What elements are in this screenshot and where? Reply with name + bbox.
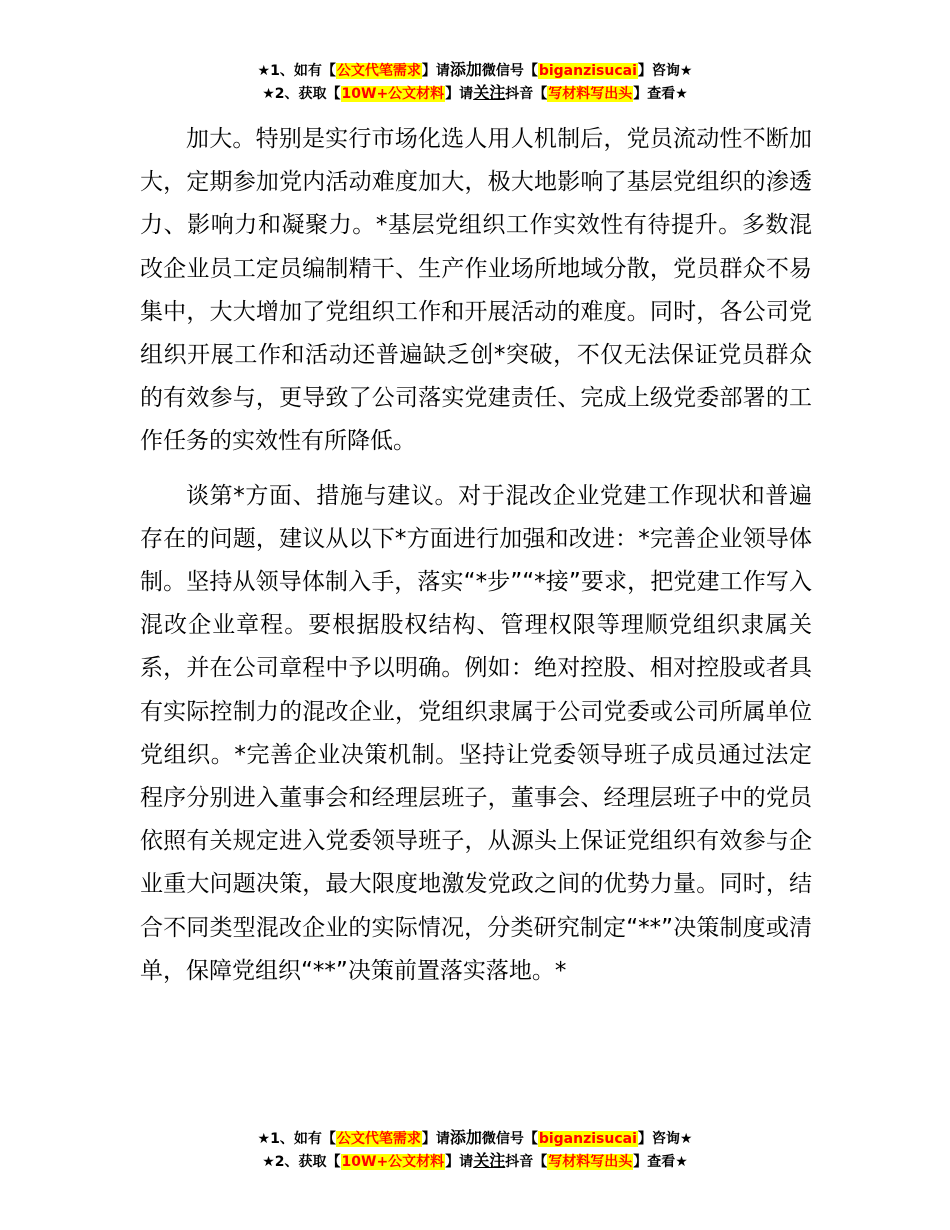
header-banner: [0, 59, 950, 105]
footer-ghostwriting-highlight: 公文代笔需求: [336, 1131, 421, 1147]
header-line-2-prefix: ★2、获取【: [262, 86, 341, 102]
footer-banner: [0, 1127, 950, 1173]
footer-materials-highlight: 10W+公文材料: [341, 1154, 445, 1170]
footer-line-2-suffix: 】查看★: [633, 1154, 688, 1170]
footer-line-1-mid2: 微信号【: [481, 1131, 538, 1147]
ghostwriting-highlight: 公文代笔需求: [336, 63, 421, 79]
document-body: [140, 118, 812, 993]
footer-line-2-follow: 关注: [473, 1151, 506, 1170]
header-line-1-add: 添加: [449, 60, 482, 79]
header-line-2-follow: 关注: [473, 83, 506, 102]
header-line-2: [0, 82, 950, 105]
footer-line-2-mid2: 抖音【: [505, 1154, 548, 1170]
douyin-account-highlight: 写材料写出头: [548, 86, 633, 102]
footer-line-2-prefix: ★2、获取【: [262, 1154, 341, 1170]
header-line-2-mid1: 】请: [445, 86, 474, 102]
wechat-id-highlight: biganzisucai: [538, 63, 637, 79]
footer-line-1-suffix: 】咨询★: [637, 1131, 693, 1147]
header-line-1: [0, 59, 950, 82]
footer-line-2: [0, 1150, 950, 1173]
footer-douyin-account-highlight: 写材料写出头: [548, 1154, 633, 1170]
header-line-1-mid1: 】请: [421, 63, 450, 79]
footer-line-1-prefix: ★1、如有【: [257, 1131, 336, 1147]
header-line-2-mid2: 抖音【: [505, 86, 548, 102]
header-line-1-mid2: 微信号【: [481, 63, 538, 79]
header-line-2-suffix: 】查看★: [633, 86, 688, 102]
header-line-1-prefix: ★1、如有【: [257, 63, 336, 79]
header-line-1-suffix: 】咨询★: [637, 63, 693, 79]
paragraph-1: 加大。特别是实行市场化选人用人机制后，党员流动性不断加大，定期参加党内活动难度加大，极大地影响了基层党组织的渗透力、影响力和凝聚力。*基层党组织工作实效性有待提升。多数混改企业员工定员编制精干、生产作业场所地域分散，党员群众不易集中，大大增加了党组织工作和开展活动的难度。同时，各公司党组织开展工作和活动还普遍缺乏创*突破，不仅无法保证党员群众的有效参与，更导致了公司落实党建责任、完成上级党委部署的工作任务的实效性有所降低。: [140, 126, 812, 455]
footer-line-1-mid1: 】请: [421, 1131, 450, 1147]
footer-wechat-id-highlight: biganzisucai: [538, 1131, 637, 1147]
footer-line-1: [0, 1127, 950, 1150]
materials-highlight: 10W+公文材料: [341, 86, 445, 102]
footer-line-1-add: 添加: [449, 1128, 482, 1147]
footer-line-2-mid1: 】请: [445, 1154, 474, 1170]
paragraph-2: 谈第*方面、措施与建议。对于混改企业党建工作现状和普遍存在的问题，建议从以下*方面进行加强和改进：*完善企业领导体制。坚持从领导体制入手，落实“*步”“*接”要求，把党建工作写入混改企业章程。要根据股权结构、管理权限等理顺党组织隶属关系，并在公司章程中予以明确。例如：绝对控股、相对控股或者具有实际控制力的混改企业，党组织隶属于公司党委或公司所属单位党组织。*完善企业决策机制。坚持让党委领导班子成员通过法定程序分别进入董事会和经理层班子，董事会、经理层班子中的党员依照有关规定进入党委领导班子，从源头上保证党组织有效参与企业重大问题决策，最大限度地激发党政之间的优势力量。同时，结合不同类型混改企业的实际情况，分类研究制定“**”决策制度或清单，保障党组织“**”决策前置落实落地。*: [140, 482, 812, 984]
